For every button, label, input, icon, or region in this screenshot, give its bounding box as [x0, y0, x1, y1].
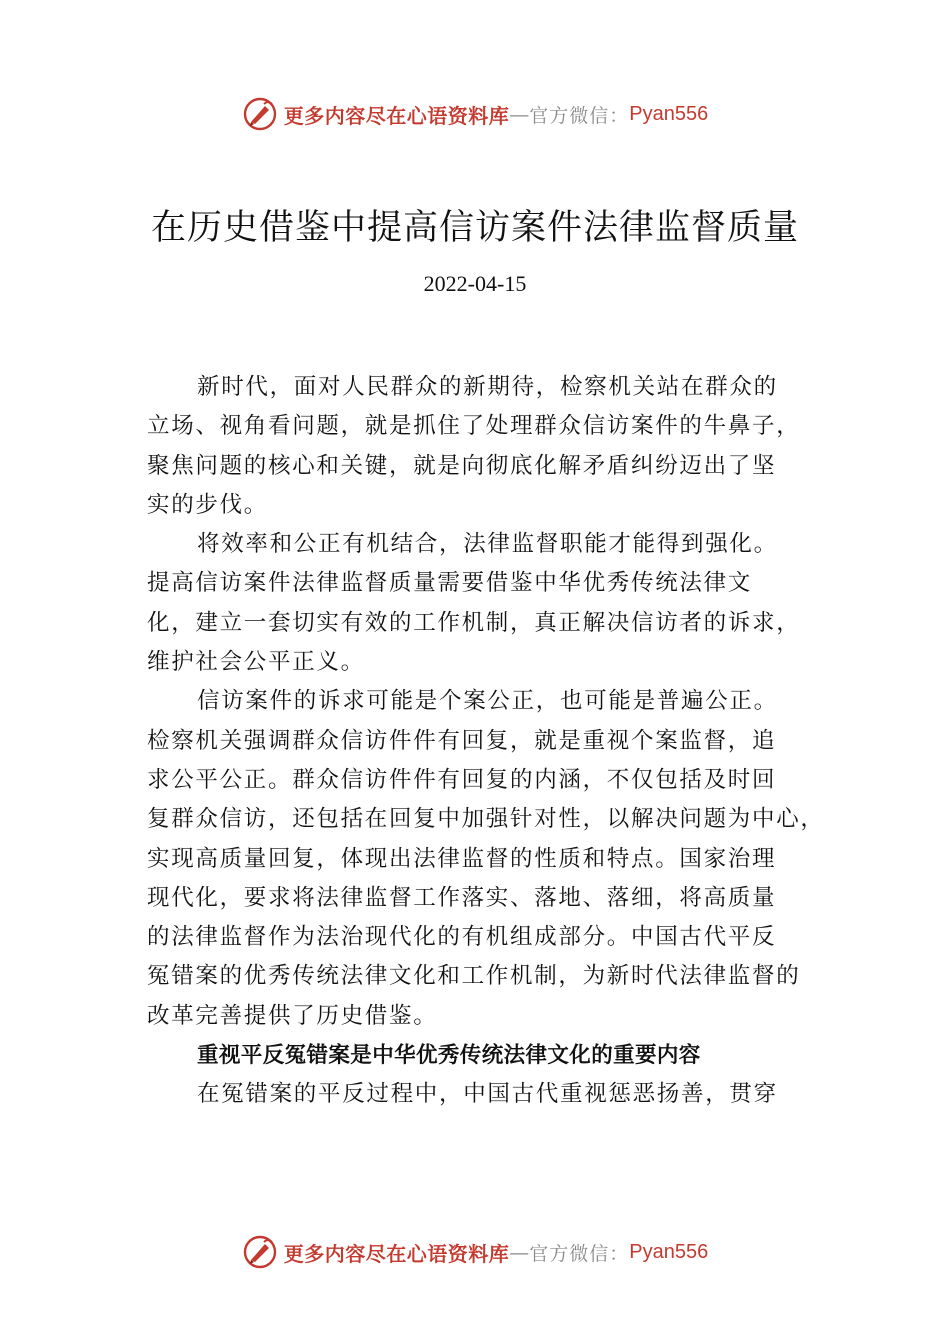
banner-separator: — — [509, 102, 530, 126]
pen-logo-icon — [242, 96, 278, 132]
paragraph-line: 在冤错案的平反过程中，中国古代重视惩恶扬善，贯穿 — [197, 1081, 778, 1108]
paragraph-line: 的法律监督作为法治现代化的有机组成部分。中国古代平反 — [147, 924, 777, 951]
paragraph-line: 立场、视角看问题，就是抓住了处理群众信访案件的牛鼻子， — [147, 413, 801, 440]
paragraph-line: 聚焦问题的核心和关键，就是向彻底化解矛盾纠纷迈出了坚 — [147, 452, 777, 479]
pen-logo-icon — [242, 1234, 278, 1270]
banner-wechat-id: Pyan556 — [629, 102, 709, 125]
section-heading: 重视平反冤错案是中华优秀传统法律文化的重要内容 — [197, 1043, 701, 1069]
banner-separator: — — [509, 1240, 530, 1264]
paragraph-line: 实的步伐。 — [147, 491, 269, 518]
paragraph-line: 维护社会公平正义。 — [147, 649, 365, 676]
document-title: 在历史借鉴中提高信访案件法律监督质量 — [150, 208, 799, 248]
paragraph — [147, 368, 847, 525]
paragraph — [147, 682, 847, 1036]
header-watermark-banner — [0, 94, 950, 134]
paragraph — [147, 525, 847, 682]
paragraph-line: 新时代，面对人民群众的新期待，检察机关站在群众的 — [197, 374, 778, 400]
paragraph-line: 检察机关强调群众信访件件有回复，就是重视个案监督，追 — [147, 727, 777, 754]
footer-watermark-banner — [0, 1232, 950, 1272]
paragraph-line: 实现高质量回复，体现出法律监督的性质和特点。国家治理 — [147, 845, 777, 872]
banner-wechat-label: 官方微信： — [529, 104, 630, 127]
banner-site-name: 更多内容尽在心语资料库 — [283, 103, 510, 128]
banner-wechat-id: Pyan556 — [629, 1240, 709, 1263]
banner-wechat-label: 官方微信： — [529, 1242, 630, 1265]
banner-site-name: 更多内容尽在心语资料库 — [283, 1241, 510, 1266]
paragraph-line: 将效率和公正有机结合，法律监督职能才能得到强化。 — [197, 531, 778, 558]
paragraph-line: 改革完善提供了历史借鉴。 — [147, 1002, 438, 1029]
paragraph-line: 复群众信访，还包括在回复中加强针对性，以解决问题为中心， — [147, 806, 825, 833]
paragraph — [147, 1075, 847, 1114]
paragraph-line: 化，建立一套切实有效的工作机制，真正解决信访者的诉求， — [147, 609, 801, 636]
document-date: 2022-04-15 — [423, 271, 527, 296]
paragraph-line: 提高信访案件法律监督质量需要借鉴中华优秀传统法律文 — [147, 570, 753, 597]
paragraph-line: 求公平公正。群众信访件件有回复的内涵，不仅包括及时回 — [147, 766, 777, 793]
paragraph-line: 现代化，要求将法律监督工作落实、落地、落细，将高质量 — [147, 884, 777, 911]
document-body — [147, 368, 847, 1115]
paragraph-line: 冤错案的优秀传统法律文化和工作机制，为新时代法律监督的 — [147, 963, 801, 990]
paragraph-line: 信访案件的诉求可能是个案公正，也可能是普遍公正。 — [197, 688, 778, 715]
